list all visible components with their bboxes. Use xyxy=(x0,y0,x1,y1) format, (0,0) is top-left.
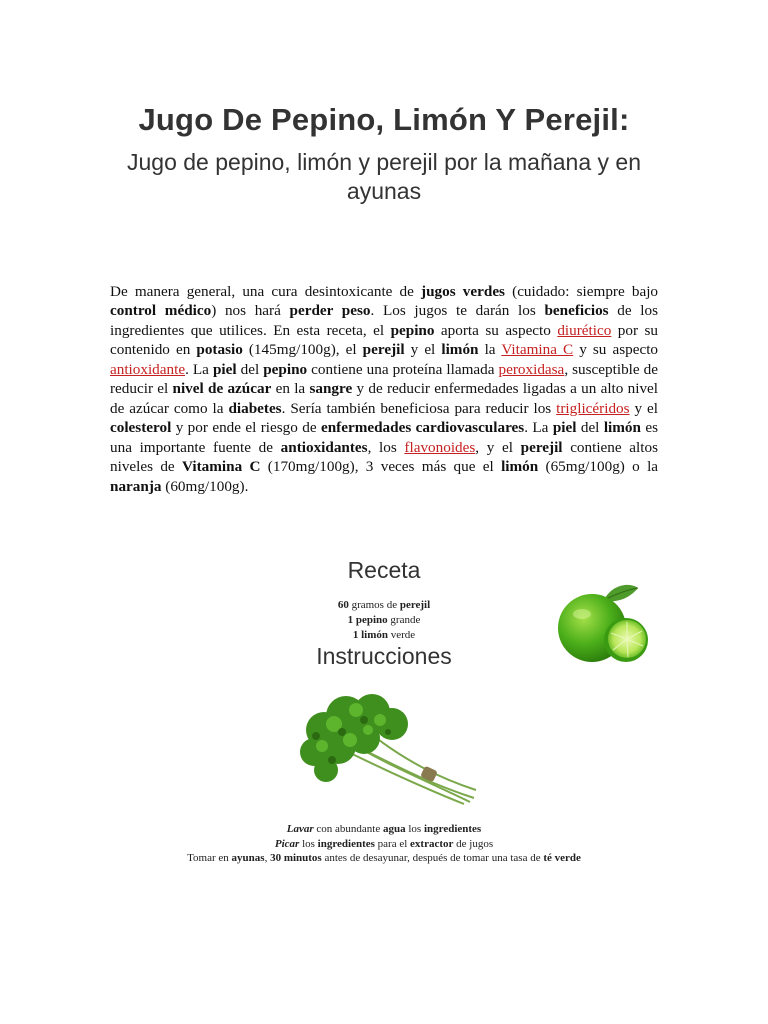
link-vitamina-c[interactable]: Vitamina C xyxy=(501,341,574,359)
link-trigliceridos[interactable]: triglicéridos xyxy=(556,399,630,417)
page-subtitle: Jugo de pepino, limón y perejil por la mañana y en ayunas xyxy=(127,149,641,204)
instruction-step: Picar los ingredientes para el extractor de jugos xyxy=(274,837,494,850)
link-flavonoides[interactable]: flavonoides xyxy=(404,438,476,456)
instruction-step: Lavar con abundante agua los ingredientes xyxy=(286,823,482,835)
link-antioxidante[interactable]: antioxidante xyxy=(110,360,186,378)
ingredient-item: 1 pepino grande xyxy=(347,614,421,626)
page-title: Jugo De Pepino, Limón Y Perejil: xyxy=(138,102,630,137)
parsley-image xyxy=(294,690,480,806)
instruction-steps xyxy=(0,822,768,866)
ingredient-item: 1 limón verde xyxy=(352,629,416,641)
link-peroxidasa[interactable]: peroxidasa xyxy=(498,360,565,378)
ingredient-item: 60 gramos de perejil xyxy=(337,599,431,611)
recipe-heading: Receta xyxy=(347,557,421,583)
instruction-step: Tomar en ayunas, 30 minutos antes de desayunar, después de tomar una tasa de té verde xyxy=(187,852,581,864)
instructions-heading: Instrucciones xyxy=(316,643,452,669)
article-paragraph: De manera general, una cura desintoxicante de jugos verdes (cuidado: siempre bajo control médico) nos hará perder peso. Los jugos te darán los beneficios de los ingredientes que utilices. En esta receta, el pepino aporta su aspecto diurético por su contenido en potasio (145mg/100g), el perejil y el limón la Vitamina C y su aspecto antioxidante. La piel del pepino contiene una proteína llamada peroxidasa, susceptible de reducir el nivel de azúcar en la sangre y de reducir enfermedades ligadas a un alto nivel de azúcar como la diabetes. Sería también beneficiosa para reducir los triglicéridos y el colesterol y por ende el riesgo de enfermedades cardiovasculares. La piel del limón es una importante fuente de antioxidantes, los flavonoides, y el perejil contiene altos niveles de Vitamina C (170mg/100g), 3 veces más que el limón (65mg/100g) o la naranja (60mg/100g). xyxy=(110,283,659,495)
link-diuretico[interactable]: diurético xyxy=(557,321,612,339)
